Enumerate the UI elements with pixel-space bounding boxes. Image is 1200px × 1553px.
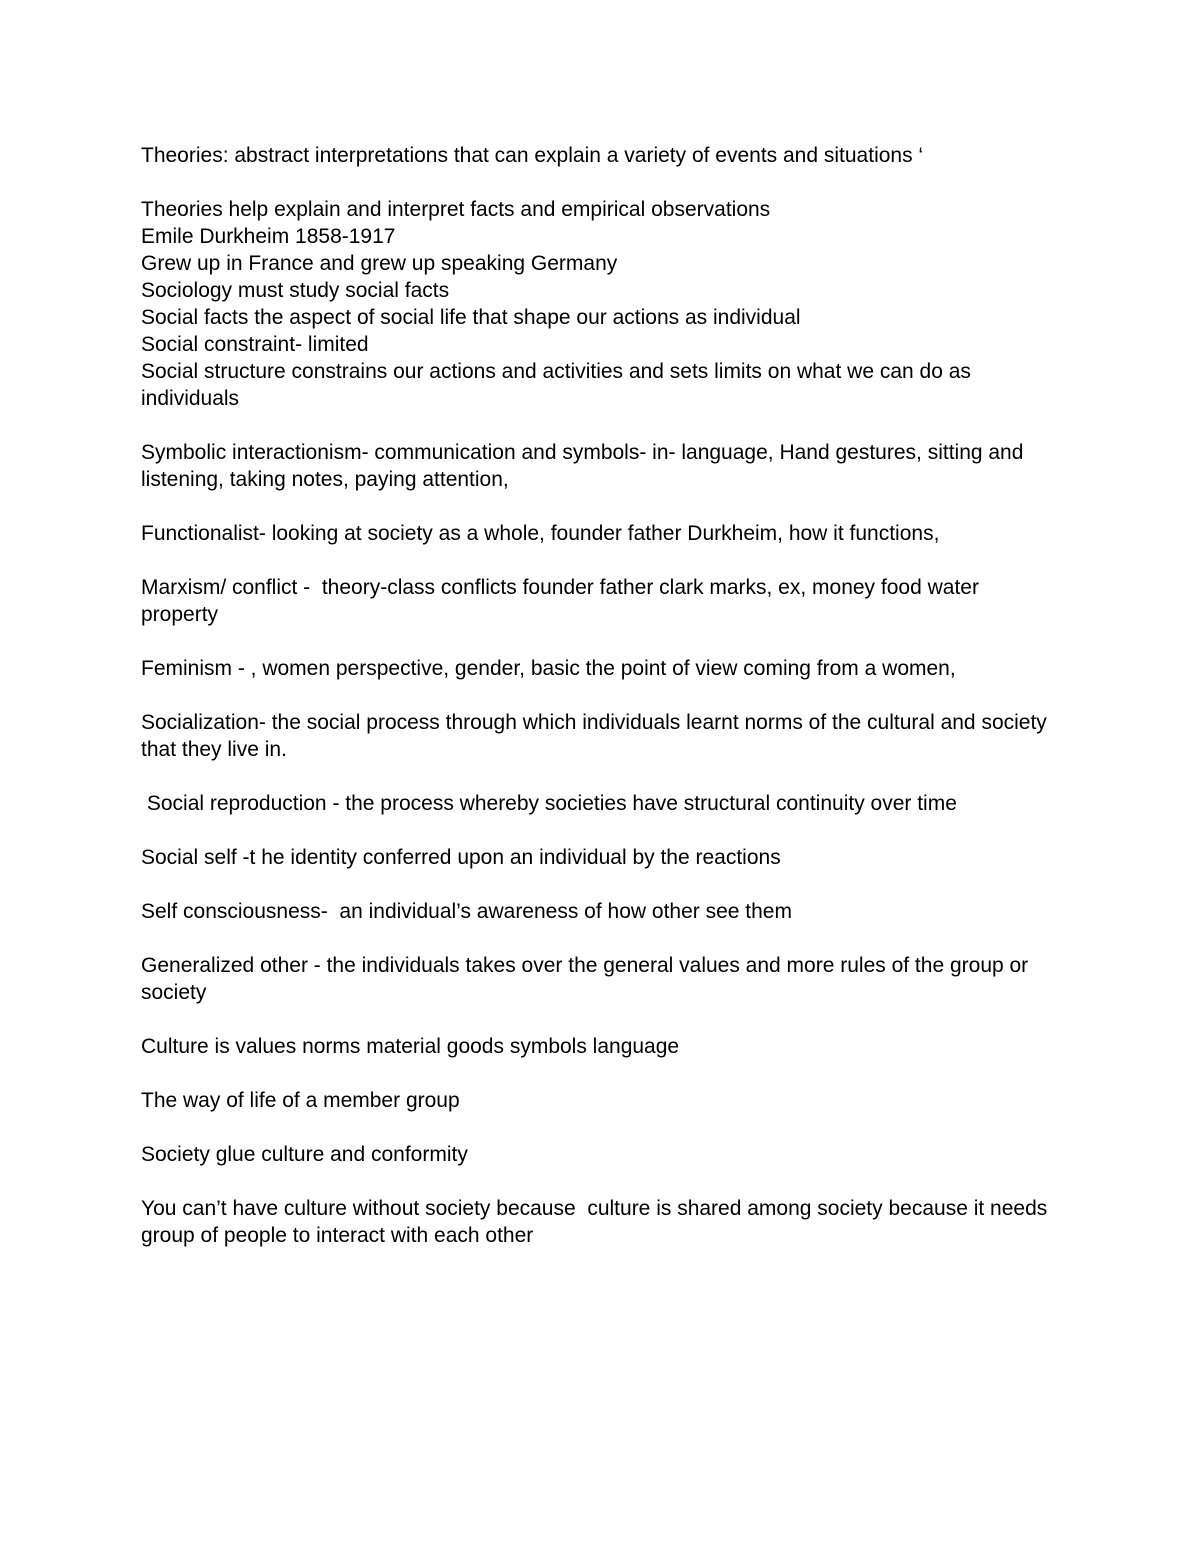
blank-line [141,1006,1061,1033]
blank-line [141,871,1061,898]
blank-line [141,1060,1061,1087]
paragraph-generalized-other: Generalized other - the individuals takes over the general values and more rules of the group or society [141,954,1035,1004]
paragraph-social-self: Social self -t he identity conferred upon an individual by the reactions [141,846,781,869]
blank-line [141,169,1061,196]
paragraph-functionalist: Functionalist- looking at society as a whole, founder father Durkheim, how it functions, [141,522,940,545]
paragraph-theories-help: Theories help explain and interpret facts and empirical observations [141,198,771,221]
blank-line [141,682,1061,709]
paragraph-socialization: Socialization- the social process through which individuals learnt norms of the cultural and society that they live in. [141,711,1053,761]
paragraph-feminism: Feminism - , women perspective, gender, basic the point of view coming from a women, [141,657,956,680]
paragraph-social-constraint: Social constraint- limited [141,333,369,356]
paragraph-society-glue: Society glue culture and conformity [141,1143,468,1166]
paragraph-marxism: Marxism/ conflict - theory-class conflicts founder father clark marks, ex, money food water property [141,576,985,626]
paragraph-symbolic-interactionism: Symbolic interactionism- communication and symbols- in- language, Hand gestures, sitting and listening, taking notes, paying attention, [141,441,1030,491]
paragraph-way-of-life: The way of life of a member group [141,1089,460,1112]
paragraph-theories-definition: Theories: abstract interpretations that can explain a variety of events and situations ‘ [141,144,924,167]
blank-line [141,925,1061,952]
blank-line [141,817,1061,844]
blank-line [141,1168,1061,1195]
blank-line [141,1114,1061,1141]
paragraph-social-structure: Social structure constrains our actions and activities and sets limits on what we can do as individuals [141,360,977,410]
paragraph-culture-values: Culture is values norms material goods symbols language [141,1035,680,1058]
paragraph-durkheim: Emile Durkheim 1858-1917 [141,225,396,248]
blank-line [141,412,1061,439]
paragraph-self-consciousness: Self consciousness- an individual’s awareness of how other see them [141,900,792,923]
paragraph-grew-up: Grew up in France and grew up speaking Germany [141,252,618,275]
blank-line [141,763,1061,790]
paragraph-social-facts-study: Sociology must study social facts [141,279,450,302]
blank-line [141,547,1061,574]
document-body [141,142,1061,1249]
paragraph-social-reproduction: Social reproduction - the process whereby societies have structural continuity over time [141,792,957,815]
paragraph-culture-society: You can’t have culture without society because culture is shared among society because it needs group of people to interact with each other [141,1197,1054,1247]
blank-line [141,628,1061,655]
blank-line [141,493,1061,520]
paragraph-social-facts-definition: Social facts the aspect of social life that shape our actions as individual [141,306,801,329]
